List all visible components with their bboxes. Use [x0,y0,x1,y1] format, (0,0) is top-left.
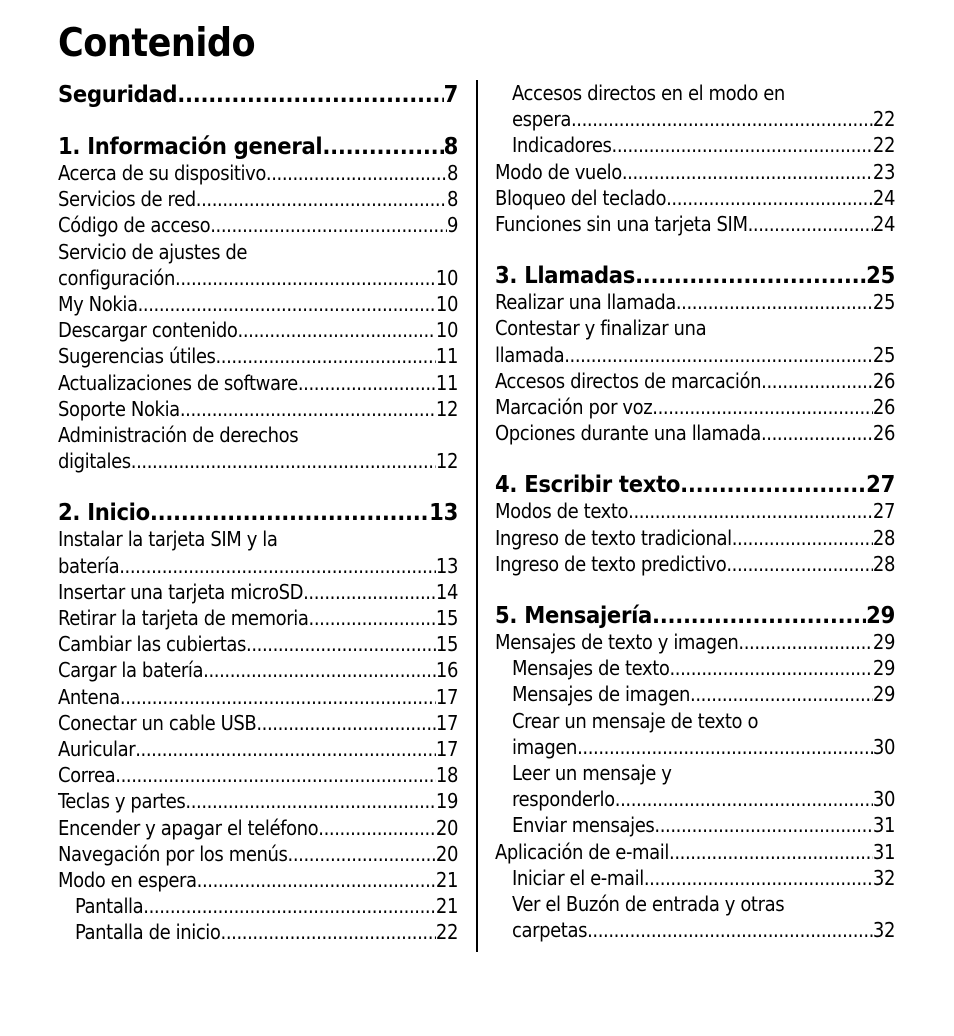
toc-entry[interactable] [495,211,895,237]
toc-entry-title: Antena [58,684,120,709]
toc-entry[interactable] [58,762,458,788]
toc-entry-text: Accesos directos en el modo en [512,81,785,105]
toc-page-number: 18 [435,763,458,788]
toc-entry-title: Indicadores [512,133,612,158]
toc-entry[interactable] [495,132,895,158]
toc-entry[interactable] [495,342,895,368]
toc-dot-leader [726,551,873,577]
toc-dot-leader [303,579,436,605]
toc-dot-leader [571,106,873,132]
toc-dot-leader [669,655,872,681]
toc-entry-title: 3. Llamadas [495,261,636,290]
toc-page-number: 29 [872,656,895,681]
toc-entry[interactable] [495,498,895,524]
toc-dot-leader [622,159,873,185]
toc-dot-leader [738,629,873,655]
toc-page-number: 7 [443,80,458,108]
toc-entry-title: Correa [58,763,116,788]
toc-page-number: 15 [435,632,458,657]
toc-page-number: 16 [435,658,458,683]
toc-section-heading[interactable] [495,601,895,629]
toc-entry[interactable] [58,186,458,212]
toc-entry[interactable] [58,448,458,474]
toc-dot-leader [322,132,443,160]
toc-page-number: 32 [872,865,895,890]
toc-dot-leader [138,291,436,317]
toc-dot-leader [185,788,436,814]
toc-page-number: 25 [866,261,895,290]
toc-dot-leader [680,470,866,498]
toc-entry[interactable] [58,841,458,867]
toc-entry-title: 4. Escribir texto [495,470,681,499]
toc-entry-title: Aplicación de e-mail [495,839,670,864]
toc-dot-leader [676,289,873,315]
toc-dot-leader [635,261,866,289]
toc-dot-leader [246,631,436,657]
toc-entry-title: Auricular [58,737,136,762]
toc-entry-title: Mensajes de imagen [512,682,691,707]
toc-entry[interactable] [495,629,895,655]
toc-page-number: 25 [872,290,895,315]
toc-entry-title: espera [512,107,571,132]
toc-dot-leader [615,786,873,812]
toc-page-number: 25 [872,342,895,367]
toc-page-number: 28 [872,525,895,550]
toc-dot-leader [221,919,436,945]
toc-dot-leader [761,368,873,394]
toc-dot-leader [652,601,866,629]
toc-page-number: 21 [435,868,458,893]
toc-entry-title: Pantalla [75,894,144,919]
toc-dot-leader [131,448,436,474]
toc-page-number: 31 [872,813,895,838]
toc-page-number: 8 [446,187,458,212]
toc-entry[interactable] [495,551,895,577]
toc-dot-leader [654,812,872,838]
toc-entry[interactable] [495,289,895,315]
toc-entry[interactable] [58,710,458,736]
toc-entry[interactable] [58,736,458,762]
toc-entry[interactable] [58,291,458,317]
toc-entry[interactable] [495,734,895,760]
toc-page-number: 29 [872,630,895,655]
toc-entry-title: digitales [58,449,131,474]
toc-entry-title: Código de acceso [58,213,211,238]
toc-entry-title: Enviar mensajes [512,813,655,838]
toc-page-number: 23 [872,159,895,184]
toc-entry-title: configuración [58,265,175,290]
toc-page-number: 10 [435,318,458,343]
toc-page-number: 26 [872,421,895,446]
toc-page-number: 8 [443,132,458,160]
toc-page-number: 13 [429,498,458,527]
toc-page-number: 30 [872,734,895,759]
toc-entry[interactable] [495,786,895,812]
toc-entry-title: Funciones sin una tarjeta SIM [495,212,748,237]
toc-entry[interactable] [58,396,458,422]
toc-dot-leader [318,815,436,841]
toc-entry-title: Actualizaciones de software [58,370,298,395]
toc-entry-title: Modo en espera [58,868,197,893]
toc-dot-leader [309,605,436,631]
toc-entry-text: Crear un mensaje de texto o [512,708,759,733]
toc-entry-text: Ver el Buzón de entrada y otras [512,892,785,917]
toc-entry-title: Realizar una llamada [495,290,676,315]
toc-dot-leader [761,420,873,446]
toc-dot-leader [587,917,873,943]
toc-entry-text: Instalar la tarjeta SIM y la [58,527,278,552]
toc-entry[interactable] [58,265,458,291]
toc-dot-leader [748,211,873,237]
toc-page-number: 17 [435,737,458,762]
toc-entry[interactable] [495,865,895,891]
toc-page-number: 28 [872,551,895,576]
toc-dot-leader [238,317,436,343]
toc-page-number: 27 [866,470,895,499]
toc-entry[interactable] [495,185,895,211]
toc-entry-title: Opciones durante una llamada [495,421,761,446]
toc-dot-leader [644,865,873,891]
toc-entry[interactable] [58,553,458,579]
toc-page-number: 9 [446,213,458,238]
toc-section-heading[interactable] [58,132,458,160]
toc-page-number: 12 [435,396,458,421]
toc-entry-title: batería [58,553,120,578]
toc-entry[interactable] [495,420,895,446]
toc-entry[interactable] [58,657,458,683]
toc-dot-leader [628,498,873,524]
toc-dot-leader [666,185,873,211]
toc-right-column [495,80,895,943]
toc-dot-leader [196,186,447,212]
toc-entry-title: Retirar la tarjeta de memoria [58,606,309,631]
toc-entry[interactable] [58,160,458,186]
toc-dot-leader [564,342,873,368]
toc-page-number: 22 [435,920,458,945]
toc-dot-leader [298,370,436,396]
toc-dot-leader [690,681,873,707]
toc-entry-title: carpetas [512,918,588,943]
toc-entry-title: Navegación por los menús [58,841,288,866]
page-title: Contenido [58,21,256,66]
toc-section-heading[interactable] [495,470,895,498]
toc-page-number: 10 [435,265,458,290]
toc-page-number: 24 [872,185,895,210]
toc-dot-leader [150,498,429,526]
toc-entry-title: Ingreso de texto tradicional [495,525,732,550]
toc-page-number: 17 [435,710,458,735]
toc-entry-title: 1. Información general [58,132,323,160]
toc-dot-leader [215,343,435,369]
toc-page-number: 12 [435,449,458,474]
toc-page-number: 24 [872,212,895,237]
toc-entry-text: Contestar y finalizar una [495,316,707,341]
toc-dot-leader [115,762,436,788]
toc-entry[interactable] [495,106,895,132]
toc-page-number: 10 [435,292,458,317]
toc-dot-leader [180,396,436,422]
toc-entry-title: Accesos directos de marcación [495,368,762,393]
toc-entry-title: Seguridad [58,80,178,108]
toc-entry-title: Teclas y partes [58,789,186,814]
toc-page-number: 29 [866,601,895,630]
toc-page-number: 30 [872,787,895,812]
toc-page-number: 22 [872,133,895,158]
toc-entry-title: Modo de vuelo [495,159,622,184]
toc-entry-title: Acerca de su dispositivo [58,161,266,185]
toc-entry[interactable] [58,579,458,605]
toc-entry-title: Iniciar el e-mail [512,865,644,890]
toc-entry-title: Cargar la batería [58,658,204,683]
toc-entry-text: Servicio de ajustes de [58,239,248,264]
toc-dot-leader [669,839,873,865]
toc-entry-title: Ingreso de texto predictivo [495,551,727,576]
toc-entry[interactable] [58,317,458,343]
toc-page-number: 21 [435,894,458,919]
toc-page-number: 11 [435,370,458,395]
toc-entry-title: Soporte Nokia [58,396,180,421]
toc-entry[interactable] [58,867,458,893]
toc-entry-title: Mensajes de texto [512,656,670,681]
toc-entry[interactable] [58,343,458,369]
toc-page-number: 31 [872,839,895,864]
toc-dot-leader [177,80,443,108]
toc-entry-title: Insertar una tarjeta microSD [58,579,304,604]
toc-dot-leader [612,132,873,158]
toc-entry-text: Leer un mensaje y [512,761,672,786]
toc-entry[interactable] [495,681,895,707]
toc-entry-title: imagen [512,734,578,759]
toc-page-number: 20 [435,841,458,866]
toc-entry[interactable] [58,893,458,919]
toc-entry-title: Servicios de red [58,187,196,212]
toc-entry[interactable] [58,815,458,841]
toc-entry[interactable] [58,212,458,238]
toc-left-column [58,80,458,946]
toc-entry[interactable] [58,788,458,814]
toc-entry[interactable] [58,605,458,631]
toc-entry[interactable] [495,394,895,420]
toc-section-heading[interactable] [58,80,458,108]
toc-entry[interactable] [495,917,895,943]
toc-page-number: 11 [435,344,458,369]
toc-entry[interactable] [58,684,458,710]
toc-dot-leader [256,710,436,736]
toc-page-number: 22 [872,107,895,132]
toc-page-number: 13 [435,553,458,578]
toc-entry-title: Pantalla de inicio [75,920,221,945]
toc-dot-leader [203,657,436,683]
toc-entry[interactable] [58,631,458,657]
toc-page-number: 20 [435,815,458,840]
toc-entry-title: Conectar un cable USB [58,710,257,735]
toc-entry-title: llamada [495,342,565,367]
toc-entry[interactable] [495,525,895,551]
toc-entry-title: Bloqueo del teclado [495,185,667,210]
toc-dot-leader [288,841,436,867]
toc-section-heading[interactable] [495,261,895,289]
toc-entry-title: 2. Inicio [58,498,150,527]
toc-entry-title: Mensajes de texto y imagen [495,630,739,655]
toc-page-number: 8 [446,161,458,185]
toc-dot-leader [197,867,436,893]
toc-entry[interactable] [495,812,895,838]
toc-section-heading[interactable] [58,498,458,526]
toc-page-number: 32 [872,918,895,943]
toc-entry-text: Administración de derechos [58,423,299,448]
toc-entry[interactable] [495,159,895,185]
toc-page-number: 26 [872,395,895,420]
toc-page-number: 14 [435,579,458,604]
toc-dot-leader [175,265,436,291]
column-divider [476,80,478,952]
toc-dot-leader [266,160,447,186]
toc-entry-title: Sugerencias útiles [58,344,216,369]
toc-entry[interactable] [495,839,895,865]
toc-entry-title: Modos de texto [495,499,629,524]
toc-dot-leader [577,734,873,760]
toc-page-number: 19 [435,789,458,814]
toc-entry-title: Encender y apagar el teléfono [58,815,319,840]
toc-page-number: 17 [435,684,458,709]
toc-entry[interactable] [495,368,895,394]
toc-entry-title: My Nokia [58,292,138,317]
toc-entry-title: Descargar contenido [58,318,238,343]
toc-dot-leader [732,525,873,551]
toc-dot-leader [143,893,436,919]
toc-dot-leader [120,684,436,710]
toc-page-number: 15 [435,606,458,631]
toc-entry-title: responderlo [512,787,615,812]
toc-dot-leader [210,212,447,238]
toc-entry[interactable] [58,370,458,396]
toc-dot-leader [135,736,436,762]
toc-entry-title: Marcación por voz [495,395,653,420]
toc-dot-leader [119,553,436,579]
toc-dot-leader [652,394,873,420]
toc-entry-title: Cambiar las cubiertas [58,632,247,657]
toc-page-number: 27 [872,499,895,524]
toc-page-number: 26 [872,368,895,393]
toc-entry-title: 5. Mensajería [495,601,653,630]
toc-entry[interactable] [495,655,895,681]
toc-entry[interactable] [58,919,458,945]
toc-page-number: 29 [872,682,895,707]
